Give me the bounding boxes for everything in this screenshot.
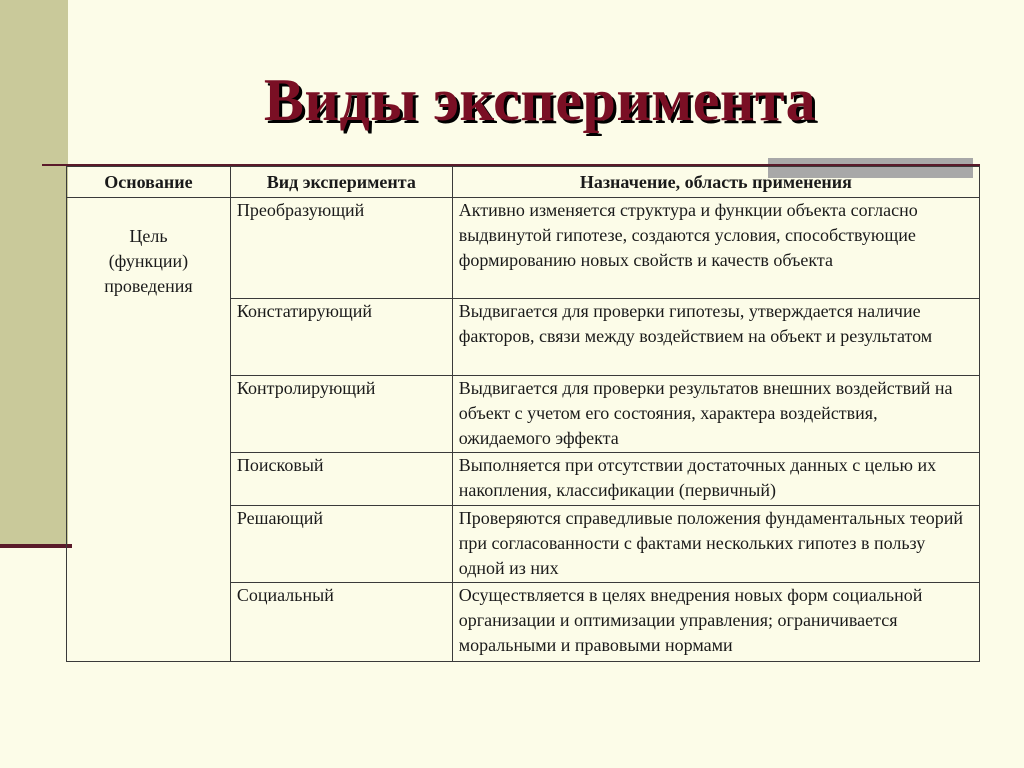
experiment-type-cell: Преобразующий — [230, 198, 452, 299]
slide-title: Виды эксперимента — [263, 67, 817, 133]
header-purpose: Назначение, область применения — [452, 167, 979, 198]
experiment-types-table — [66, 166, 980, 662]
basis-cell — [67, 198, 231, 662]
left-decorative-band — [0, 0, 68, 548]
experiment-type-cell: Поисковый — [230, 453, 452, 506]
table-header-row — [67, 167, 980, 198]
experiment-type-cell: Констатирующий — [230, 299, 452, 376]
basis-line: (функции) — [108, 251, 189, 271]
purpose-cell: Выполняется при отсутствии достаточных данных с целью их накопления, классификации (первичный) — [452, 453, 979, 506]
experiment-type-cell: Контролирующий — [230, 376, 452, 453]
experiment-type-cell: Решающий — [230, 506, 452, 583]
basis-line: Цель — [129, 226, 168, 246]
purpose-cell: Активно изменяется структура и функции объекта согласно выдвинутой гипотезе, создаются условия, способствующие формированию новых свойств и качеств объекта — [452, 198, 979, 299]
left-band-underline — [0, 544, 72, 548]
purpose-cell: Проверяются справедливые положения фундаментальных теорий при согласованности с фактами нескольких гипотез в пользу одной из них — [452, 506, 979, 583]
purpose-cell: Осуществляется в целях внедрения новых форм социальной организации и оптимизации управления; ограничивается моральными и правовыми нормами — [452, 583, 979, 662]
header-experiment-type: Вид эксперимента — [230, 167, 452, 198]
purpose-cell: Выдвигается для проверки результатов внешних воздействий на объект с учетом его состояния, характера воздействия, ожидаемого эффекта — [452, 376, 979, 453]
purpose-cell: Выдвигается для проверки гипотезы, утверждается наличие факторов, связи между воздействием на объект и результатом — [452, 299, 979, 376]
basis-line: проведения — [104, 276, 193, 296]
table-row — [67, 198, 980, 299]
experiment-type-cell: Социальный — [230, 583, 452, 662]
header-basis: Основание — [67, 167, 231, 198]
